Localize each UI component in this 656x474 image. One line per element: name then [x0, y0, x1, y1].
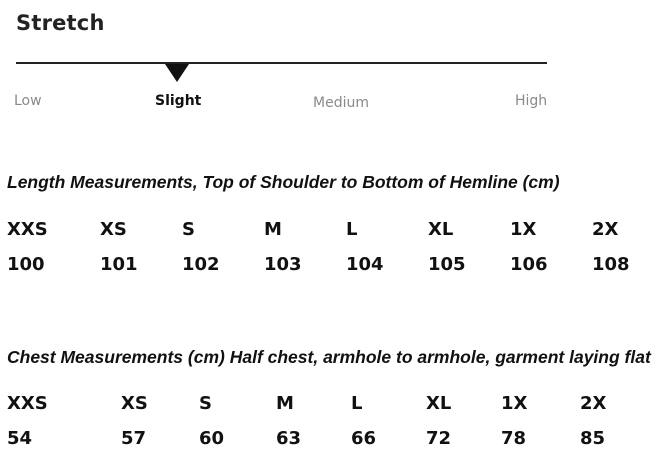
stretch-label-slight: Slight: [155, 93, 202, 109]
chest-size-header: M: [276, 393, 294, 414]
chest-value: 66: [351, 428, 377, 449]
chest-size-header: XXS: [7, 393, 48, 414]
chest-value: 78: [501, 428, 527, 449]
chest-size-header: 2X: [580, 393, 607, 414]
length-value: 102: [182, 254, 220, 275]
chest-value: 72: [426, 428, 452, 449]
chest-size-header: XS: [121, 393, 148, 414]
length-size-header: M: [264, 219, 282, 240]
chest-value: 60: [199, 428, 225, 449]
length-size-header: 1X: [510, 219, 537, 240]
length-size-header: L: [346, 219, 358, 240]
chest-value: 63: [276, 428, 302, 449]
length-value: 105: [428, 254, 466, 275]
chest-size-header: L: [351, 393, 363, 414]
stretch-label-low: Low: [14, 93, 42, 109]
length-value: 104: [346, 254, 384, 275]
chest-size-header: XL: [426, 393, 452, 414]
stretch-title: Stretch: [16, 11, 105, 35]
length-value: 101: [100, 254, 138, 275]
chest-value: 57: [121, 428, 147, 449]
chest-size-header: 1X: [501, 393, 528, 414]
stretch-label-medium: Medium: [313, 95, 369, 111]
length-size-header: XXS: [7, 219, 48, 240]
length-size-header: 2X: [592, 219, 619, 240]
stretch-marker-triangle-icon: [165, 64, 189, 82]
stretch-scale-line: [16, 62, 547, 64]
length-size-header: S: [182, 219, 195, 240]
length-measurements-heading: Length Measurements, Top of Shoulder to Bottom of Hemline (cm): [7, 172, 560, 192]
stretch-label-high: High: [515, 93, 548, 109]
length-size-header: XS: [100, 219, 127, 240]
chest-size-header: S: [199, 393, 212, 414]
length-value: 106: [510, 254, 548, 275]
chest-value: 54: [7, 428, 33, 449]
chest-measurements-heading: Chest Measurements (cm) Half chest, armhole to armhole, garment laying flat: [7, 347, 651, 367]
length-value: 108: [592, 254, 630, 275]
length-value: 103: [264, 254, 302, 275]
length-value: 100: [7, 254, 45, 275]
length-size-header: XL: [428, 219, 454, 240]
chest-value: 85: [580, 428, 606, 449]
